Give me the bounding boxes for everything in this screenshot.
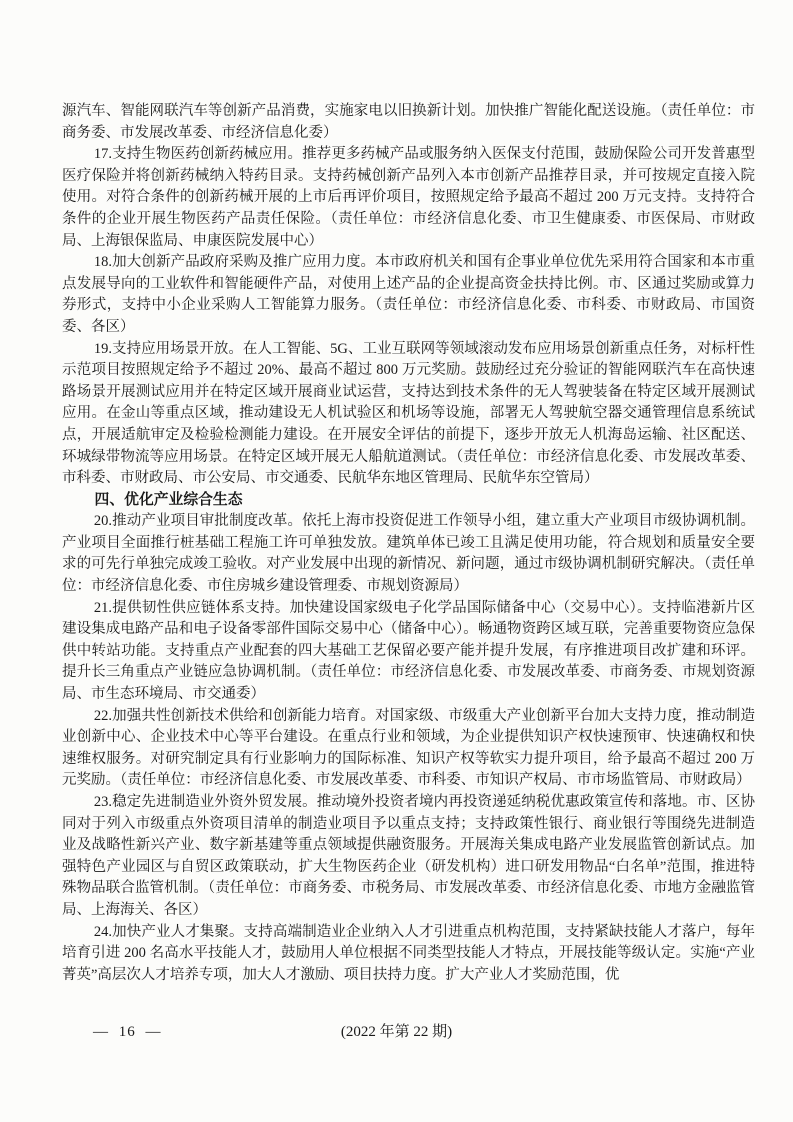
- policy-item-22: 22.加强共性创新技术供给和创新能力培育。对国家级、市级重大产业创新平台加大支持力度，推动制造业创新中心、企业技术中心等平台建设。在重点行业和领域，为企业提供知识产权快速预审、快速确权和快速维权服务。对研究制定具有行业影响力的国际标准、知识产权等软实力提升项目，给予最高不超过 200 万元奖励。（责任单位：市经济信息化委、市发展改革委、市科委、市知识产权局、市市场监管局、市财政局）: [62, 707, 755, 789]
- policy-item-19: 19.支持应用场景开放。在人工智能、5G、工业互联网等领域滚动发布应用场景创新重点任务，对标杆性示范项目按照规定给予不超过 20%、最高不超过 800 万元奖励。鼓励经过充分验证的智能网联汽车在高快速路场景开展测试应用并在特定区域开展商业试运营，支持达到技术条件的无人驾驶装备在特定区域开展测试应用。在金山等重点区域，推动建设无人机试验区和机场等设施，部署无人驾驶航空器交通管理信息系统试点，开展适航审定及检验检测能力建设。在开展安全评估的前提下，逐步开放无人机海岛运输、社区配送、环城绿带物流等应用场景。在特定区域开展无人船航道测试。（责任单位：市经济信息化委、市发展改革委、市科委、市财政局、市公安局、市交通委、民航华东地区管理局、民航华东空管局）: [62, 340, 755, 487]
- paragraph-continuation: 源汽车、智能网联汽车等创新产品消费，实施家电以旧换新计划。加快推广智能化配送设施。（责任单位：市商务委、市发展改革委、市经济信息化委）: [62, 103, 755, 141]
- policy-item-24: 24.加快产业人才集聚。支持高端制造业企业纳入人才引进重点机构范围，支持紧缺技能人才落户，每年培育引进 200 名高水平技能人才，鼓励用人单位根据不同类型技能人才特点，开展技能等级认定。实施“产业菁英”高层次人才培养专项，加大人才激励、项目扶持力度。扩大产业人才奖励范围，优: [62, 923, 755, 983]
- document-body: [62, 101, 755, 986]
- policy-item-23: 23.稳定先进制造业外资外贸发展。推动境外投资者境内再投资递延纳税优惠政策宣传和落地。市、区协同对于列入市级重点外资项目清单的制造业项目予以重点支持；支持政策性银行、商业银行等围绕先进制造业及战略性新兴产业、数字新基建等重点领域提供融资服务。开展海关集成电路产业发展监管创新试点。加强特色产业园区与自贸区政策联动，扩大生物医药企业（研发机构）进口研发用物品“白名单”范围，推进特殊物品联合监管机制。（责任单位：市商务委、市税务局、市发展改革委、市经济信息化委、市地方金融监管局、上海海关、各区）: [62, 794, 755, 918]
- policy-item-20: 20.推动产业项目审批制度改革。依托上海市投资促进工作领导小组，建立重大产业项目市级协调机制。产业项目全面推行桩基础工程施工许可单独发放。建筑单体已竣工且满足使用功能，符合规划和质量安全要求的可先行单独完成竣工验收。对产业发展中出现的新情况、新问题，通过市级协调机制研究解决。（责任单位：市经济信息化委、市住房城乡建设管理委、市规划资源局）: [62, 513, 755, 595]
- footer-page-number: — 16 —: [93, 1024, 162, 1040]
- policy-item-21: 21.提供韧性供应链体系支持。加快建设国家级电子化学品国际储备中心（交易中心）。支持临港新片区建设集成电路产品和电子设备零部件国际交易中心（储备中心）。畅通物资跨区域互联，完善重要物资应急保供中转站功能。支持重点产业配套的四大基础工艺保留必要产能并提升发展，有序推进项目改扩建和环评。提升长三角重点产业链应急协调机制。（责任单位：市经济信息化委、市发展改革委、市商务委、市规划资源局、市生态环境局、市交通委）: [62, 599, 755, 703]
- policy-item-18: 18.加大创新产品政府采购及推广应用力度。本市政府机关和国有企事业单位优先采用符合国家和本市重点发展导向的工业软件和智能硬件产品，对使用上述产品的企业提高资金扶持比例。市、区通过奖励或算力券形式，支持中小企业采购人工智能算力服务。（责任单位：市经济信息化委、市科委、市财政局、市国资委、各区）: [62, 254, 755, 335]
- policy-item-17: 17.支持生物医药创新药械应用。推荐更多药械产品或服务纳入医保支付范围，鼓励保险公司开发普惠型医疗保险并将创新药械纳入特药目录。支持药械创新产品列入本市创新产品推荐目录，并可按规定直接入院使用。对符合条件的创新药械开展的上市后再评价项目，按照规定给予最高不超过 200 万元支持。支持符合条件的企业开展生物医药产品责任保险。（责任单位：市经济信息化委、市卫生健康委、市医保局、市财政局、上海银保监局、申康医院发展中心）: [62, 146, 755, 249]
- section-heading-4: 四、优化产业综合生态: [94, 491, 243, 508]
- footer-issue-label: (2022 年第 22 期): [340, 1024, 453, 1040]
